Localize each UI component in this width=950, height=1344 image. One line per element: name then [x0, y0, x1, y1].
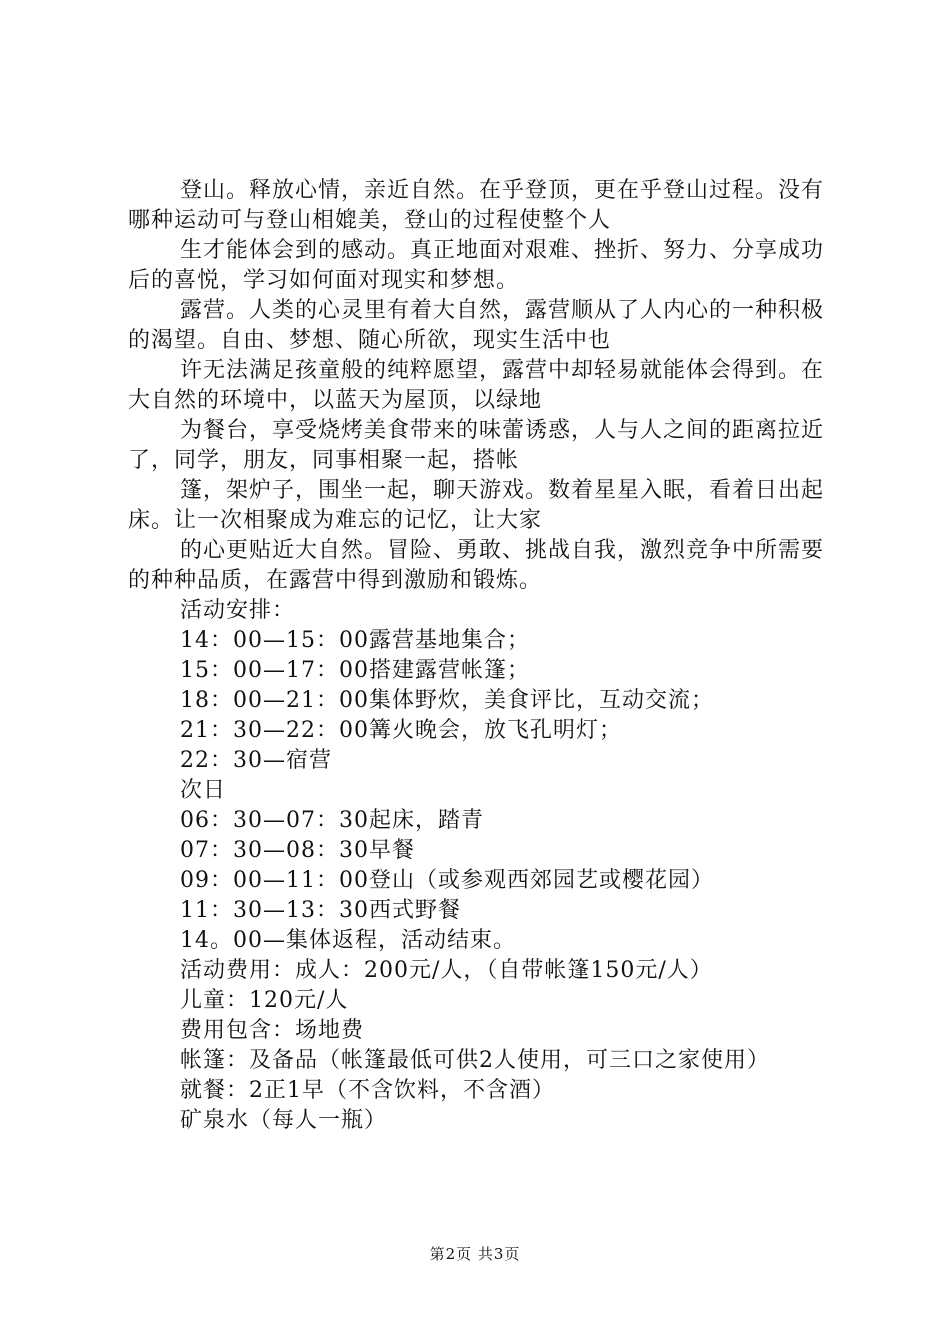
page-footer: 第2页 共3页 — [429, 1245, 521, 1263]
fee-meals: 就餐：2正1早（不含饮料，不含酒） — [180, 1078, 555, 1103]
schedule-item: 07：30—08：30早餐 — [180, 838, 415, 863]
next-day-label: 次日 — [180, 778, 227, 803]
schedule-item: 21：30—22：00篝火晚会，放飞孔明灯； — [180, 718, 622, 743]
fee-includes: 费用包含：场地费 — [180, 1018, 365, 1043]
paragraph-camping-4: 篷，架炉子，围坐一起，聊天游戏。数着星星入眠，看着日出起床。让一次相聚成为难忘的记忆，让大家 — [128, 478, 825, 533]
schedule-item: 18：00—21：00集体野炊，美食评比，互动交流； — [180, 688, 714, 713]
paragraph-camping-5: 的心更贴近大自然。冒险、勇敢、挑战自我，激烈竞争中所需要的种种品质，在露营中得到激励和锻炼。 — [128, 538, 825, 593]
schedule-item: 11：30—13：30西式野餐 — [180, 898, 461, 923]
schedule-item: 14。00—集体返程，活动结束。 — [180, 928, 516, 953]
paragraph-climbing-cont: 生才能体会到的感动。真正地面对艰难、挫折、努力、分享成功后的喜悦，学习如何面对现实和梦想。 — [128, 238, 825, 293]
fee-water: 矿泉水（每人一瓶） — [180, 1108, 388, 1133]
fee-tent: 帐篷：及备品（帐篷最低可供2人使用，可三口之家使用） — [180, 1048, 770, 1073]
document-body — [128, 176, 838, 1136]
fee-adult: 活动费用：成人：200元/人，（自带帐篷150元/人） — [180, 958, 713, 983]
schedule-item: 06：30—07：30起床，踏青 — [180, 808, 484, 833]
schedule-heading: 活动安排： — [180, 598, 296, 623]
schedule-item: 09：00—11：00登山（或参观西郊园艺或樱花园） — [180, 868, 714, 893]
fee-child: 儿童：120元/人 — [180, 988, 349, 1013]
paragraph-camping-2: 许无法满足孩童般的纯粹愿望，露营中却轻易就能体会得到。在大自然的环境中，以蓝天为屋顶，以绿地 — [128, 358, 825, 413]
schedule-item: 22：30—宿营 — [180, 748, 332, 773]
paragraph-camping: 露营。人类的心灵里有着大自然，露营顺从了人内心的一种积极的渴望。自由、梦想、随心所欲，现实生活中也 — [128, 298, 825, 353]
schedule-item: 15：00—17：00搭建露营帐篷； — [180, 658, 530, 683]
schedule-item: 14：00—15：00露营基地集合； — [180, 628, 530, 653]
paragraph-climbing: 登山。释放心情，亲近自然。在乎登顶，更在乎登山过程。没有哪种运动可与登山相媲美，登山的过程使整个人 — [128, 178, 825, 233]
paragraph-camping-3: 为餐台，享受烧烤美食带来的味蕾诱惑，人与人之间的距离拉近了，同学，朋友，同事相聚一起，搭帐 — [128, 418, 825, 473]
